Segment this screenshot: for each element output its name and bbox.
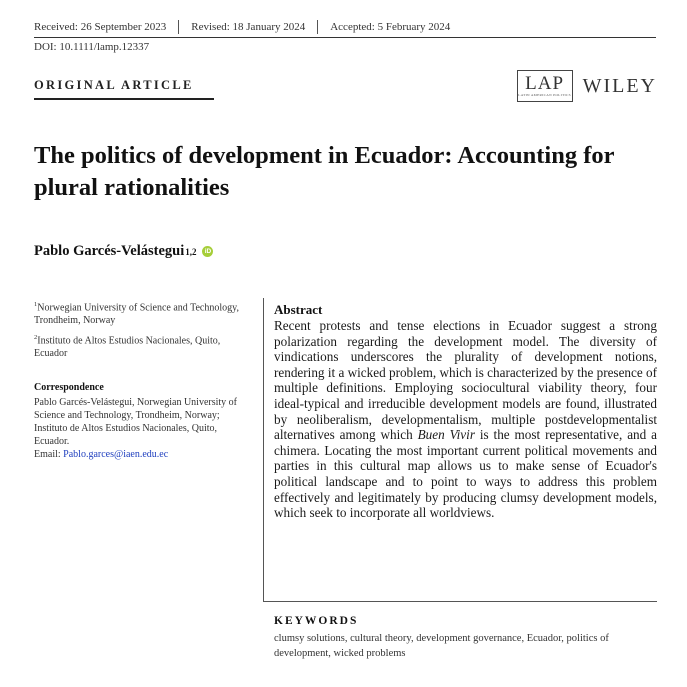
email-link[interactable]: Pablo.garces@iaen.edu.ec: [63, 449, 169, 460]
accepted-date: Accepted: 5 February 2024: [330, 21, 451, 33]
abstract-text-part2: is the most representative, and a chimera. Locating the most important current political movements and parties in this cultural map allows us to make sense of Ecuador's political landscape and to point to ways to address this problem effectively and legitimately by producing clumsy development models, which seek to incorporate all worldviews.: [274, 427, 657, 521]
orcid-icon[interactable]: iD: [202, 246, 213, 257]
lap-logo[interactable]: [517, 70, 573, 102]
email-label: Email:: [34, 449, 64, 460]
abstract-divider: [263, 298, 264, 601]
affiliation-number: 1: [34, 301, 38, 308]
correspondence-address: Pablo Garcés-Velástegui, Norwegian University of Science and Technology, Trondheim, Norway; Instituto de Altos Estudios Nacionales, Quito, Ecuador.: [34, 397, 237, 447]
correspondence-text: [34, 396, 250, 461]
date-separator: [178, 20, 179, 34]
article-type-underline: [34, 98, 214, 100]
wiley-logo[interactable]: WILEY: [582, 74, 657, 97]
publication-dates: [34, 20, 450, 34]
abstract-text-part1: Recent protests and tense elections in Ecuador suggest a strong polarization regarding the development model. The diversity of vindications underscores the plurality of development notions, rendering it a wicked problem, which is characterized by the presence of multiple definitions. Employing sociocultural viability theory, four ideal-typical and irreducible development models are found, illustrated by neoliberalism, developmentalism, multiple postdevelopmentalist alternatives among which: [274, 318, 658, 443]
abstract-italic-term: Buen Vivir: [417, 427, 475, 443]
author-affiliation-marks: 1,2: [185, 246, 197, 257]
abstract-body: [274, 318, 657, 521]
affiliation-text: Instituto de Altos Estudios Nacionales, Quito, Ecuador: [34, 335, 221, 360]
lap-logo-subtitle: LATIN AMERICAN POLITICS: [518, 92, 571, 97]
correspondence-heading: Correspondence: [34, 382, 104, 393]
keywords-list: clumsy solutions, cultural theory, development governance, Ecuador, politics of development, wicked problems: [274, 633, 609, 659]
affiliation-text: Norwegian University of Science and Technology, Trondheim, Norway: [34, 302, 239, 327]
revised-date: Revised: 18 January 2024: [191, 21, 306, 33]
doi[interactable]: DOI: 10.1111/lamp.12337: [34, 41, 150, 53]
header-rule: [34, 37, 656, 38]
author-line: [34, 243, 213, 260]
affiliation-2: [34, 331, 250, 360]
date-separator: [317, 20, 318, 34]
publisher-logos: [517, 70, 657, 102]
article-type: ORIGINAL ARTICLE: [34, 78, 194, 92]
affiliation-1: [34, 298, 250, 327]
abstract-heading: Abstract: [274, 302, 323, 317]
author-name[interactable]: Pablo Garcés-Velástegui: [34, 243, 185, 259]
received-date: Received: 26 September 2023: [34, 21, 167, 33]
lap-logo-text: LAP: [525, 72, 565, 94]
article-title: The politics of development in Ecuador: Accounting for plural rationalities: [34, 142, 615, 201]
affiliation-number: 2: [34, 334, 38, 341]
keywords-heading: KEYWORDS: [274, 615, 359, 627]
keywords-rule: [263, 601, 657, 602]
